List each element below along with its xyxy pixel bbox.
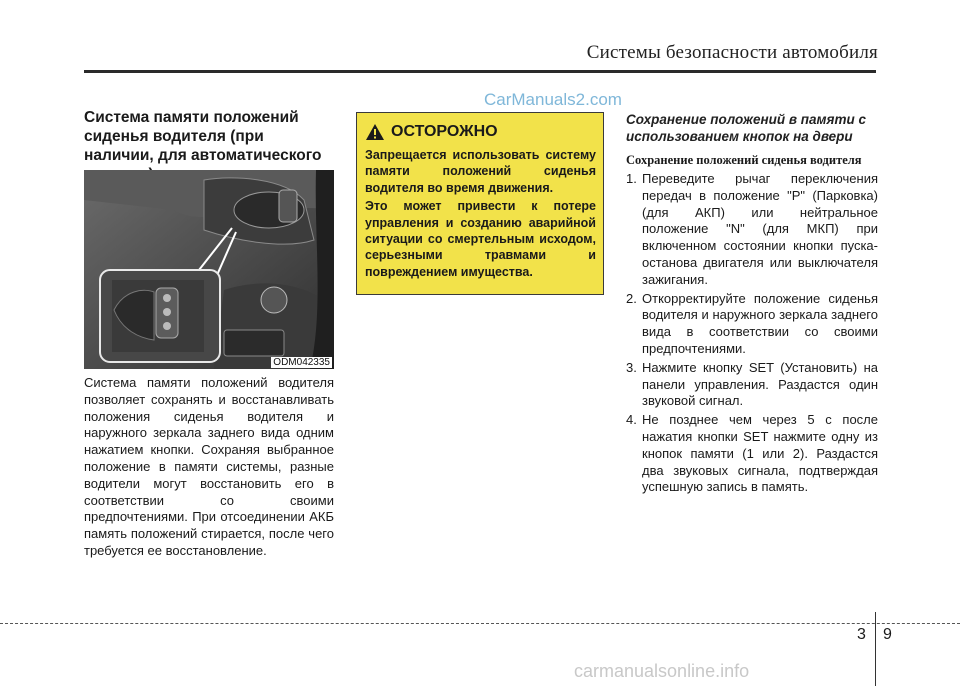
memory-system-heading: Система памяти положений сиденья водителя (при наличии, для автоматического [84,109,322,164]
list-item [626,412,878,496]
warning-paragraph-1: Запрещается использовать систему памяти положений сиденья водителя во время движения. [365,148,596,195]
warning-header [365,123,596,141]
warning-paragraph-2: Это может привести к потере управления и созданию аварийной ситуации со смертельным исходом, серьезными травмами и повреждением имущества. [365,199,596,279]
chapter-number: 3 [857,626,866,643]
step-number: 1. [626,171,637,186]
storing-positions-title: Сохранение положений в памяти с использованием кнопок на двери [626,112,866,144]
header-rule [84,70,876,73]
list-item [626,171,878,289]
step-text: Откорректируйте положение сиденья водителя и наружного зеркала заднего вида в соответствии со своими предпочтениями. [642,290,878,356]
warning-triangle-icon [365,123,385,141]
list-item [626,360,878,410]
door-panel-illustration [84,170,334,369]
step-text: Не позднее чем через 5 с после нажатия кнопки SET нажмите одну из кнопок памяти (1 или 2). Раздастся два звуковых сигнала, подтверждая успешную запись в память. [642,412,878,495]
page-number: 9 [883,626,892,643]
step-text: Нажмите кнопку SET (Установить) на панели управления. Раздастся один звуковой сигнал. [642,359,878,409]
memory-system-description: Система памяти положений водителя позволяет сохранять и восстанавливать положения сиденья водителя и наружного зеркала заднего вида одним нажатием кнопки. Сохраняя выбранное положение в памяти системы, разные водители могут восстановить его в соответствии со своими предпочтениями. При отсоединении АКБ память положений стирается, после чего требуется ее восстановление. [84,375,334,558]
footer-separator [875,612,876,686]
figure-code: ODM042335 [273,357,330,368]
storing-seat-subheading: Сохранение положений сиденья водителя [626,153,862,167]
warning-title: ОСТОРОЖНО [391,123,498,140]
page-section-title: Системы безопасности автомобиля [586,42,878,63]
watermark-top: CarManuals2.com [484,90,622,109]
step-number: 2. [626,290,637,306]
door-panel-photo [84,170,334,369]
storing-positions-section [626,111,878,498]
list-item [626,291,878,358]
step-number: 4. [626,412,637,428]
steps-list [626,171,878,496]
warning-box [356,112,604,295]
watermark-bottom: carmanualsonline.info [574,661,750,681]
footer-divider [0,623,960,624]
step-number: 3. [626,359,637,375]
step-text: Переведите рычаг переключения передач в положение "P" (Парковка) (для АКП) или нейтральное положение "N" (для МКП) при включенном состоянии кнопки пуска-останова двигателя или выключателя зажигания. [642,171,878,287]
